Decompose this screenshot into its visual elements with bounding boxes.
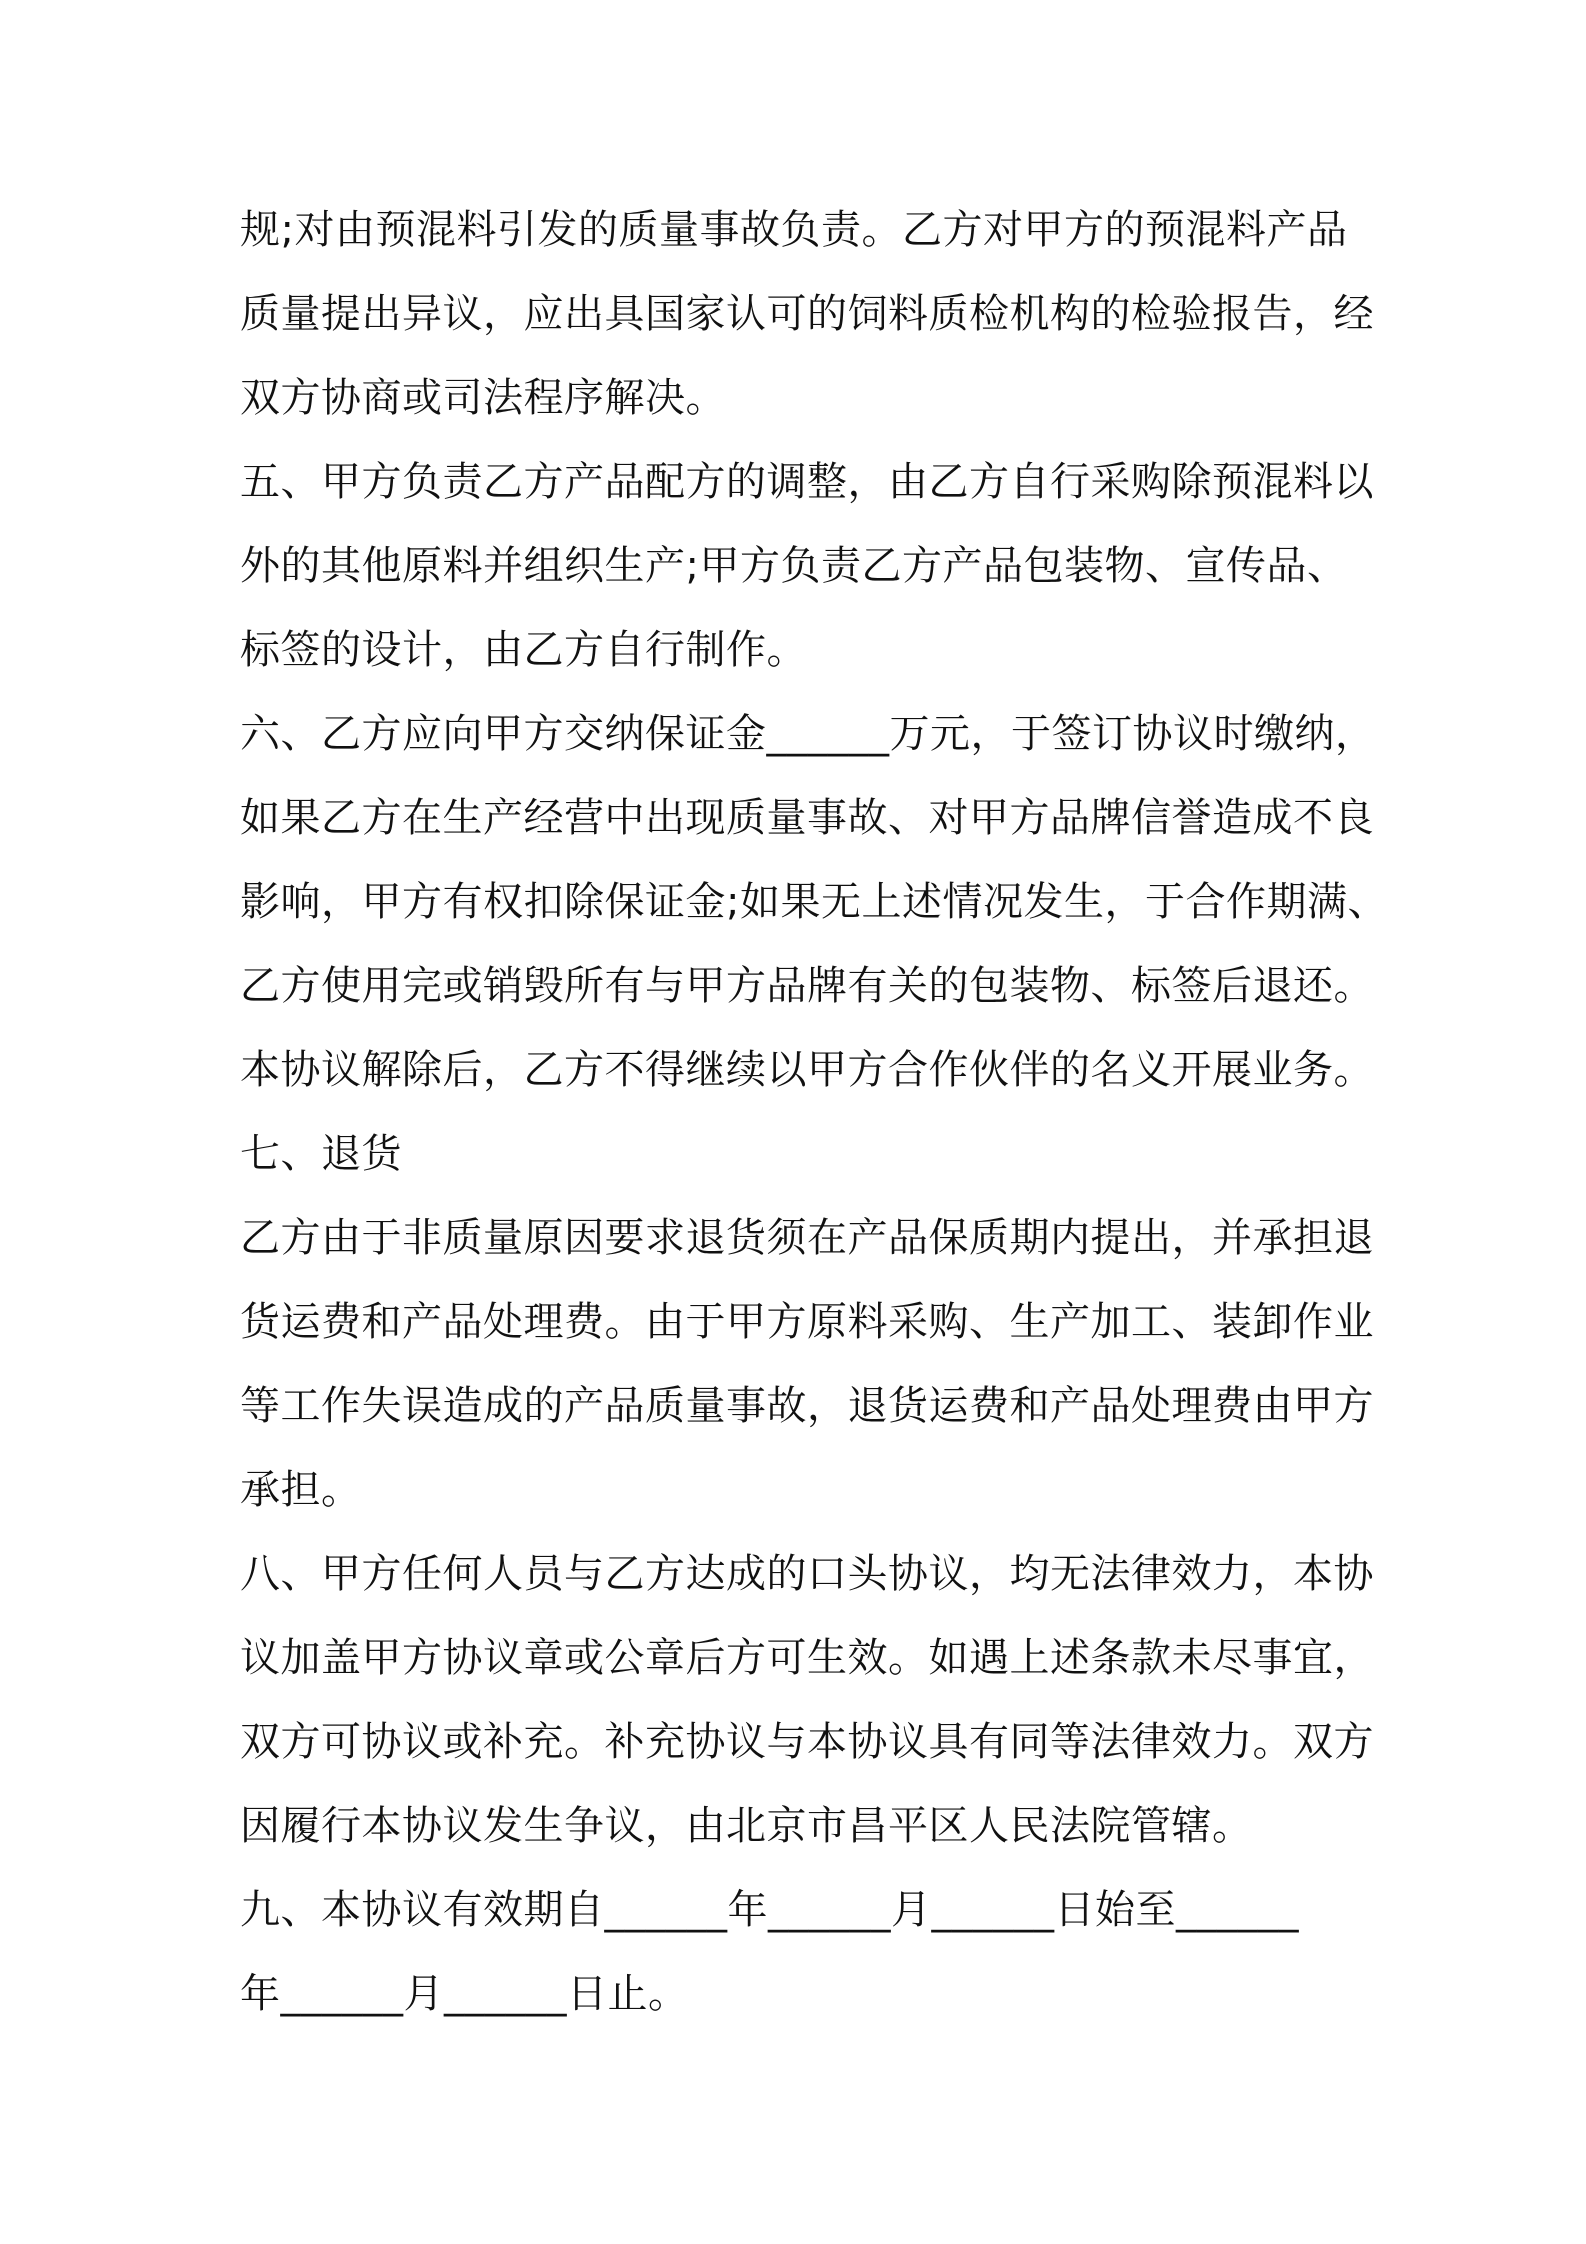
text-line: 双方协商或司法程序解决。: [240, 375, 726, 421]
text-line: 乙方使用完或销毁所有与甲方品牌有关的包装物、标签后退还。: [240, 963, 1374, 1009]
clause-5-line: 五、甲方负责乙方产品配方的调整，由乙方自行采购除预混料以: [240, 459, 1374, 505]
text-line: 因履行本协议发生争议，由北京市昌平区人民法院管辖。: [240, 1803, 1253, 1849]
document-body: [240, 198, 1388, 2046]
text-line: 等工作失误造成的产品质量事故，退货运费和产品处理费由甲方: [240, 1383, 1374, 1429]
text-line: 乙方由于非质量原因要求退货须在产品保质期内提出，并承担退: [240, 1215, 1374, 1261]
text-line: 双方可协议或补充。补充协议与本协议具有同等法律效力。双方: [240, 1719, 1374, 1765]
text-line: 质量提出异议，应出具国家认可的饲料质检机构的检验报告，经: [240, 291, 1374, 337]
clause-9-line: 九、本协议有效期自______年______月______日始至______: [240, 1887, 1299, 1933]
text-line: 标签的设计，由乙方自行制作。: [240, 627, 807, 673]
text-line: 影响，甲方有权扣除保证金;如果无上述情况发生，于合作期满、: [240, 879, 1388, 925]
text-line: 货运费和产品处理费。由于甲方原料采购、生产加工、装卸作业: [240, 1299, 1374, 1345]
clause-8-line: 八、甲方任何人员与乙方达成的口头协议，均无法律效力，本协: [240, 1551, 1374, 1597]
text-line: 议加盖甲方协议章或公章后方可生效。如遇上述条款未尽事宜，: [240, 1635, 1374, 1681]
text-line: 承担。: [240, 1467, 362, 1513]
text-line: 规;对由预混料引发的质量事故负责。乙方对甲方的预混料产品: [240, 207, 1348, 253]
clause-7-heading: 七、退货: [240, 1131, 402, 1177]
clause-6-line: 六、乙方应向甲方交纳保证金______万元，于签订协议时缴纳，: [240, 711, 1376, 757]
text-line: 年______月______日止。: [240, 1971, 689, 2017]
text-line: 本协议解除后，乙方不得继续以甲方合作伙伴的名义开展业务。: [240, 1047, 1374, 1093]
text-line: 外的其他原料并组织生产;甲方负责乙方产品包装物、宣传品、: [240, 543, 1348, 589]
text-line: 如果乙方在生产经营中出现质量事故、对甲方品牌信誉造成不良: [240, 795, 1374, 841]
